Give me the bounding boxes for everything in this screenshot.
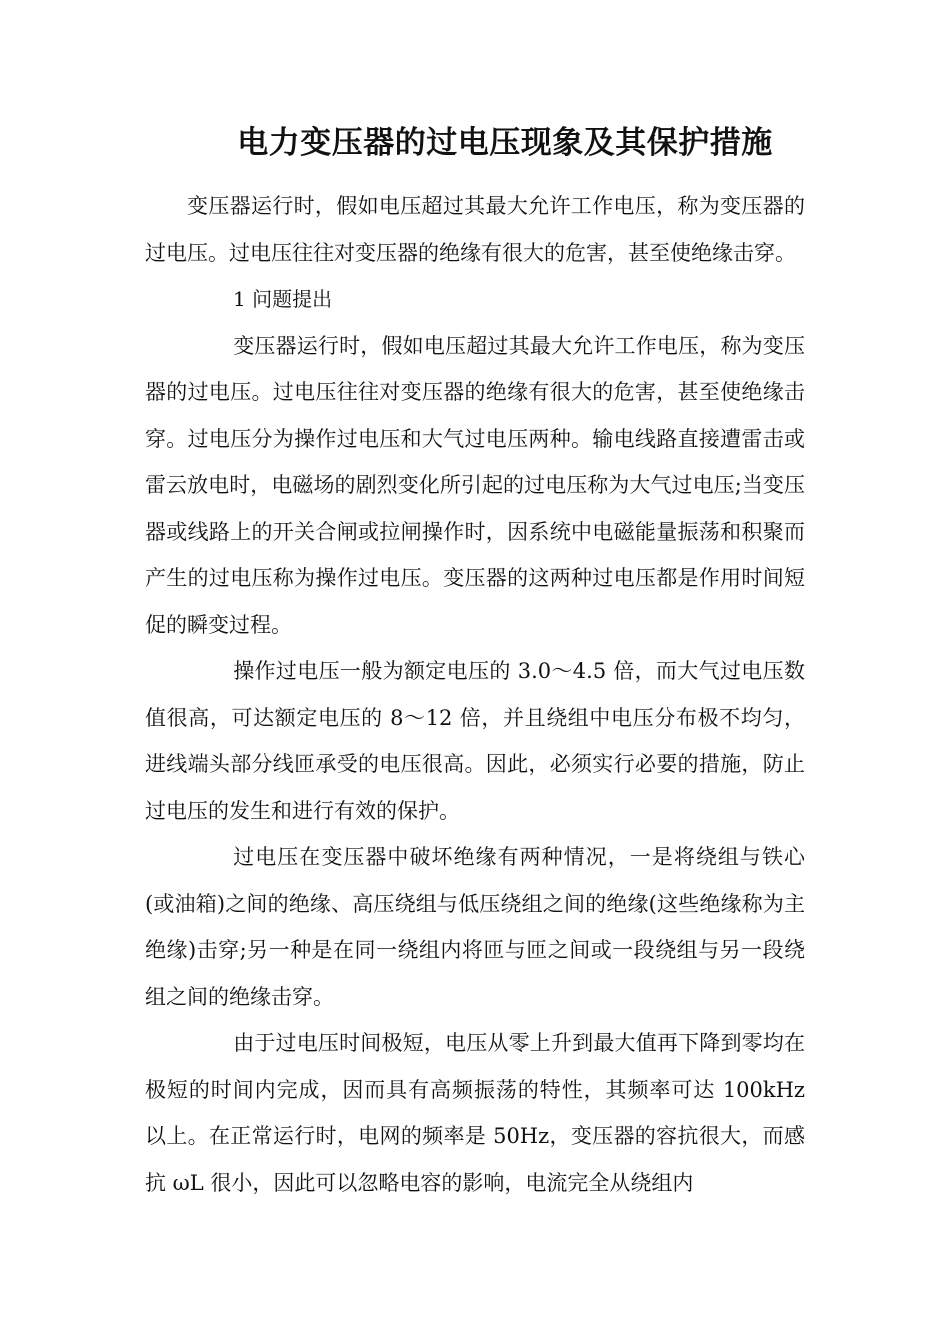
paragraph-frequency: 由于过电压时间极短，电压从零上升到最大值再下降到零均在极短的时间内完成，因而具有高频振荡的特性，其频率可达 100kHz 以上。在正常运行时，电网的频率是 50Hz，变压器的容抗很大，而感抗 ωL 很小，因此可以忽略电容的影响，电流完全从绕组内 [145, 1031, 805, 1195]
intro-paragraph: 变压器运行时，假如电压超过其最大允许工作电压，称为变压器的过电压。过电压往往对变压器的绝缘有很大的危害，甚至使绝缘击穿。 [145, 194, 805, 265]
paragraph-magnitude: 操作过电压一般为额定电压的 3.0～4.5 倍，而大气过电压数值很高，可达额定电压的 8～12 倍，并且绕组中电压分布极不均匀，进线端头部分线匝承受的电压很高。因此，必须实行必要的措施，防止过电压的发生和进行有效的保护。 [145, 659, 805, 823]
paragraph-definition: 变压器运行时，假如电压超过其最大允许工作电压，称为变压器的过电压。过电压往往对变压器的绝缘有很大的危害，甚至使绝缘击穿。过电压分为操作过电压和大气过电压两种。输电线路直接遭雷击或雷云放电时，电磁场的剧烈变化所引起的过电压称为大气过电压;当变压器或线路上的开关合闸或拉闸操作时，因系统中电磁能量振荡和积聚而产生的过电压称为操作过电压。变压器的这两种过电压都是作用时间短促的瞬变过程。 [145, 333, 805, 637]
document-title: 电力变压器的过电压现象及其保护措施 [237, 125, 773, 161]
document-body [145, 183, 805, 1206]
paragraph-insulation: 过电压在变压器中破坏绝缘有两种情况，一是将绕组与铁心(或油箱)之间的绝缘、高压绕组与低压绕组之间的绝缘(这些绝缘称为主绝缘)击穿;另一种是在同一绕组内将匝与匝之间或一段绕组与另一段绕组之间的绝缘击穿。 [145, 845, 805, 1009]
section-heading: 1 问题提出 [233, 287, 333, 311]
